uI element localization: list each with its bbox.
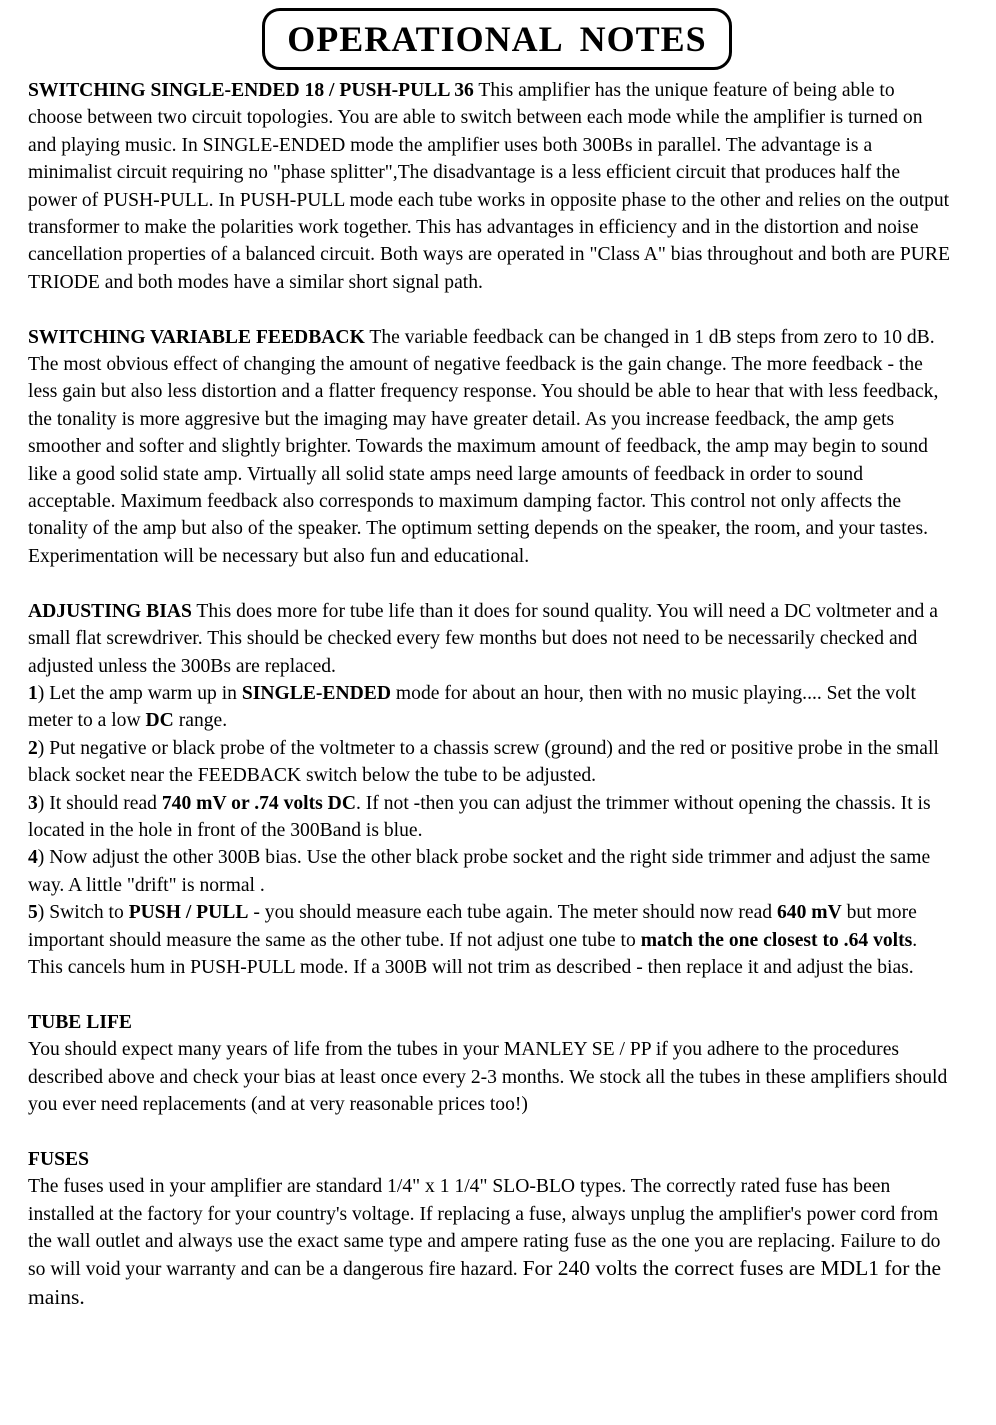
title-box	[262, 8, 732, 70]
section-heading: SWITCHING SINGLE-ENDED 18 / PUSH-PULL 36	[28, 80, 474, 101]
bias-step-2	[28, 735, 950, 790]
document-body	[28, 77, 950, 1312]
spacer	[28, 296, 950, 323]
spacer	[28, 981, 950, 1008]
section-adjusting-bias	[28, 598, 950, 680]
section-heading: SWITCHING VARIABLE FEEDBACK	[28, 326, 365, 348]
section-switching-se-pp	[28, 77, 950, 296]
step-text: ) Let the amp warm up in	[37, 682, 242, 704]
step-text: but more important should measure the same as the other tube. If not adjust one tube to	[28, 902, 917, 951]
step-number: 3	[28, 792, 38, 814]
section-fuses	[28, 1146, 950, 1312]
section-body: The variable feedback can be changed in 1 dB steps from zero to 10 dB. The most obvious effect of changing the amount of negative feedback is the gain change. The more feedback - the less gain but also less distortion and a flatter frequency response. You should be able to hear that with less feedback, the tonality is more aggresive but the imaging may have greater detail. As you increase feedback, the amp gets smoother and softer and slightly brighter. Towards the maximum amount of feedback, the amp may begin to sound like a good solid state amp. Virtually all solid state amps need large amounts of feedback in order to sound acceptable. Maximum feedback also corresponds to maximum damping factor. This control not only affects the tonality of the amp but also of the speaker. The optimum setting depends on the speaker, the room, and your tastes. Experimentation will be necessary but also fun and educational.	[28, 326, 939, 567]
step-number: 1	[28, 682, 38, 704]
step-number: 4	[28, 847, 38, 869]
page-title: OPERATIONAL NOTES	[287, 19, 707, 59]
bias-step-1	[28, 680, 950, 735]
step-text: ) It should read	[37, 792, 162, 814]
section-switching-feedback	[28, 324, 950, 571]
step-emphasis: 740 mV or .74 volts DC	[161, 792, 356, 814]
step-emphasis: SINGLE-ENDED	[241, 682, 392, 704]
section-heading: FUSES	[28, 1148, 89, 1170]
step-text: ) Put negative or black probe of the voltmeter to a chassis screw (ground) and the red or positive probe in the small black socket near the FEEDBACK switch below the tube to be adjusted.	[28, 737, 939, 787]
step-number: 5	[28, 902, 38, 924]
step-text: . This cancels hum in PUSH-PULL mode. If a 300B will not trim as described - then replace it and adjust the bias.	[28, 929, 918, 978]
spacer	[28, 1118, 950, 1145]
step-emphasis: PUSH / PULL	[128, 902, 249, 924]
fuse-note: For 240 volts the correct fuses are MDL1 for the mains.	[28, 1256, 942, 1309]
step-emphasis: 640 mV	[776, 902, 842, 924]
step-number: 2	[28, 737, 38, 759]
step-text: ) Switch to	[37, 902, 129, 924]
step-text: mode for about an hour, then with no music playing.... Set the volt meter to a low	[28, 682, 916, 732]
bias-step-3	[28, 790, 950, 845]
step-text: ) Now adjust the other 300B bias. Use the other black probe socket and the right side trimmer and adjust the same way. A little "drift" is normal .	[28, 847, 931, 896]
bias-step-5	[28, 899, 950, 981]
step-text: . If not -then you can adjust the trimmer without opening the chassis. It is located in the hole in front of the 300Band is blue.	[28, 792, 931, 841]
section-heading: TUBE LIFE	[28, 1011, 132, 1033]
section-body: This does more for tube life than it does for sound quality. You will need a DC voltmeter and a small flat screwdriver. This should be checked every few months but does not need to be necessarily checked and adjusted unless the 300Bs are replaced.	[28, 600, 938, 677]
step-text: - you should measure each tube again. The meter should now read	[248, 902, 777, 924]
step-emphasis: match the one closest to .64 volts	[640, 929, 913, 951]
bias-step-4	[28, 844, 950, 899]
step-text: range.	[173, 710, 228, 732]
section-body: This amplifier has the unique feature of being able to choose between two circuit topologies. You are able to switch between each mode while the amplifier is turned on and playing music. In SINGLE-ENDED mode the amplifier uses both 300Bs in parallel. The advantage is a minimalist circuit requiring no "phase splitter",The disadvantage is a less efficient circuit that produces half the power of PUSH-PULL. In PUSH-PULL mode each tube works in opposite phase to the other and relies on the output transformer to make the polarities work together. This has advantages in efficiency and in the distortion and noise cancellation properties of a balanced circuit. Both ways are operated in "Class A" bias throughout and both are PURE TRIODE and both modes have a similar short signal path.	[28, 80, 950, 293]
spacer	[28, 570, 950, 597]
section-tube-life	[28, 1009, 950, 1119]
section-heading: ADJUSTING BIAS	[28, 600, 192, 622]
section-body: You should expect many years of life from the tubes in your MANLEY SE / PP if you adhere to the procedures described above and check your bias at least once every 2-3 months. We stock all the tubes in these amplifiers should you ever need replacements (and at very reasonable prices too!)	[28, 1039, 948, 1115]
section-body: The fuses used in your amplifier are standard 1/4" x 1 1/4" SLO-BLO types. The correctly rated fuse has been installed at the factory for your country's voltage. If replacing a fuse, always unplug the amplifier's power cord from the wall outlet and always use the exact same type and ampere rating fuse as the one you are replacing. Failure to do so will void your warranty and can be a dangerous fire hazard.	[28, 1176, 941, 1281]
step-emphasis: DC	[145, 710, 174, 732]
